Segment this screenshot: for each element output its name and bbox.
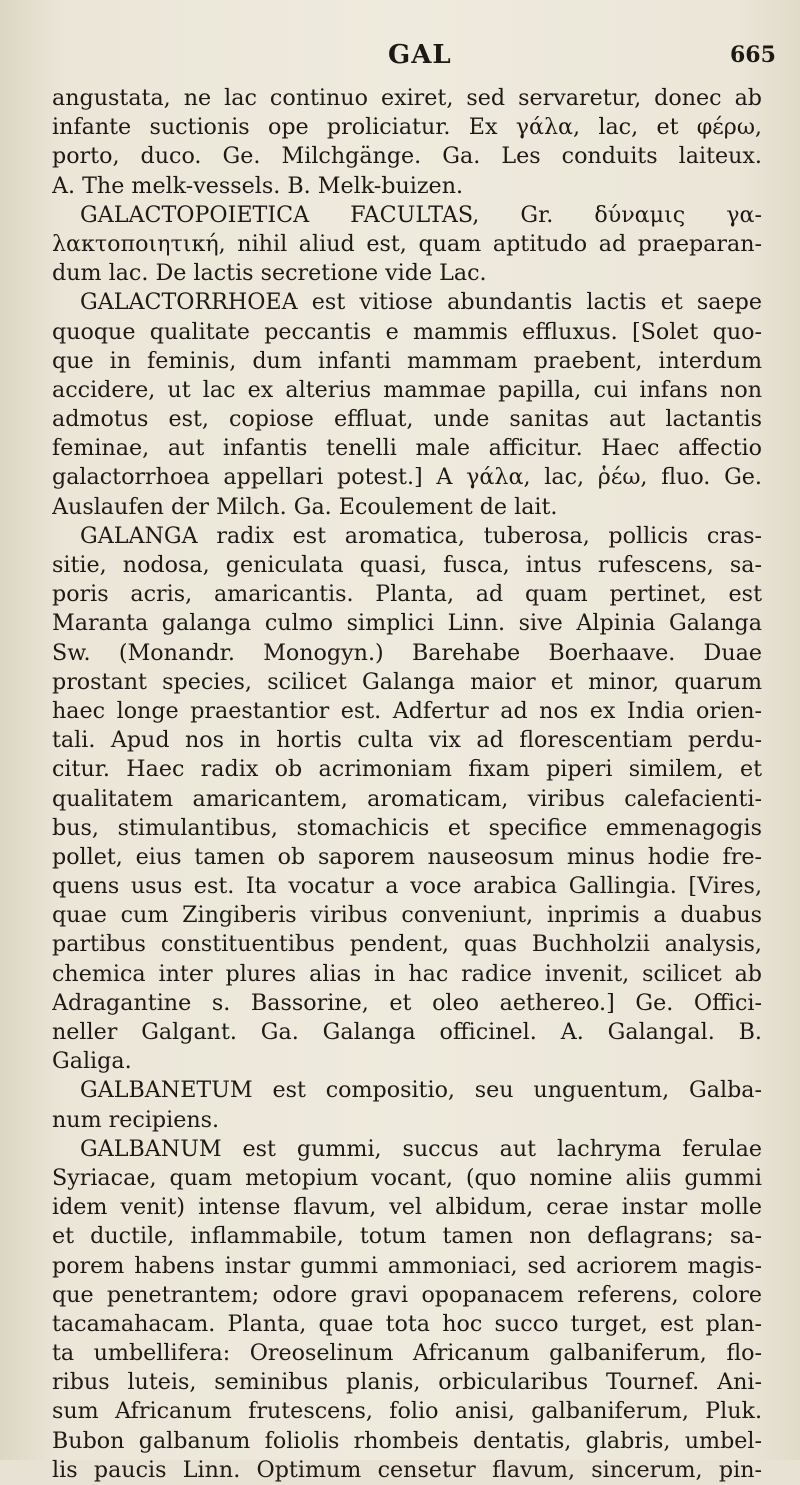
text-line: chemica inter plures alias in hac radice invenit, scilicet ab	[52, 960, 762, 987]
text-line: haec longe praestantior est. Adfertur ad nos ex India orien-	[52, 697, 762, 724]
text-line: angustata, ne lac continuo exiret, sed servaretur, donec ab	[52, 85, 762, 111]
text-line: lis paucis Linn. Optimum censetur flavum, sincerum, pin-	[52, 1456, 762, 1483]
text-line: Galiga.	[52, 1048, 132, 1075]
text-line: feminae, aut infantis tenelli male afficitur. Haec affectio	[52, 435, 762, 462]
body-text	[52, 84, 762, 1485]
text-line: Sw. (Monandr. Monogyn.) Barehabe Boerhaave. Duae	[52, 639, 762, 666]
text-line: quens usus est. Ita vocatur a voce arabica Gallingia. [Vires,	[52, 873, 762, 900]
text-line: quae cum Zingiberis viribus conveniunt, inprimis a duabus	[52, 902, 762, 929]
text-line: bus, stimulantibus, stomachicis et specifice emmenagogis	[52, 814, 762, 841]
running-head: GAL	[388, 40, 452, 70]
text-line: ta umbellifera: Oreoselinum Africanum galbaniferum, flo-	[52, 1340, 762, 1367]
text-line: Adragantine s. Bassorine, et oleo aethereo.] Ge. Offici-	[52, 989, 762, 1016]
text-line: tali. Apud nos in hortis culta vix ad florescentiam perdu-	[52, 727, 762, 754]
text-line: Maranta galanga culmo simplici Linn. sive Alpinia Galanga	[52, 610, 762, 637]
text-line: que in feminis, dum infanti mammam praebent, interdum	[52, 347, 762, 374]
text-line: sitie, nodosa, geniculata quasi, fusca, intus rufescens, sa-	[52, 552, 762, 578]
text-line: idem venit) intense flavum, vel albidum, cerae instar molle	[52, 1194, 762, 1221]
text-line: sum Africanum frutescens, folio anisi, galbaniferum, Pluk.	[52, 1398, 762, 1425]
text-line: quoque qualitate peccantis e mammis effluxus. [Solet quo-	[52, 318, 762, 345]
text-line: galactorrhoea appellari potest.] A γάλα, lac, ῥέω, fluo. Ge.	[52, 464, 762, 491]
text-line: que penetrantem; odore gravi opopanacem referens, colore	[52, 1281, 762, 1308]
page-header	[0, 40, 800, 80]
text-line: qualitatem amaricantem, aromaticam, viribus calefacienti-	[52, 785, 762, 812]
text-line: ribus luteis, seminibus planis, orbicularibus Tournef. Ani-	[52, 1369, 762, 1396]
text-line: prostant species, scilicet Galanga maior et minor, quarum	[52, 668, 762, 695]
text-line: GALANGA radix est aromatica, tuberosa, pollicis cras-	[80, 522, 762, 549]
text-line: GALACTORRHOEA est vitiose abundantis lactis et saepe	[80, 289, 762, 316]
text-line: tacamahacam. Planta, quae tota hoc succo turget, est plan-	[52, 1310, 762, 1337]
text-line: porto, duco. Ge. Milchgänge. Ga. Les conduits laiteux.	[52, 143, 762, 170]
text-line: partibus constituentibus pendent, quas Buchholzii analysis,	[52, 931, 762, 958]
text-line: Auslaufen der Milch. Ga. Ecoulement de lait.	[52, 493, 558, 520]
text-line: admotus est, copiose effluat, unde sanitas aut lactantis	[52, 406, 762, 433]
text-line: porem habens instar gummi ammoniaci, sed acriorem magis-	[52, 1252, 762, 1279]
text-line: GALBANUM est gummi, succus aut lachryma ferulae	[80, 1135, 762, 1162]
text-line: A. The melk-vessels. B. Melk-buizen.	[52, 172, 464, 199]
text-line: poris acris, amaricantis. Planta, ad quam pertinet, est	[52, 581, 762, 608]
text-line: accidere, ut lac ex alterius mammae papilla, cui infans non	[52, 376, 762, 403]
text-line: λακτοποιητική, nihil aliud est, quam aptitudo ad praeparan-	[52, 230, 762, 257]
text-line: et ductile, inflammabile, totum tamen non deflagrans; sa-	[52, 1223, 762, 1250]
text-line: Bubon galbanum foliolis rhombeis dentatis, glabris, umbel-	[52, 1427, 762, 1454]
text-line: infante suctionis ope proliciatur. Ex γάλα, lac, et φέρω,	[52, 114, 762, 141]
text-line: Syriacae, quam metopium vocant, (quo nomine aliis gummi	[52, 1164, 762, 1191]
text-line: GALACTOPOIETICA FACULTAS, Gr. δύναμις γα-	[80, 201, 762, 228]
text-line: dum lac. De lactis secretione vide Lac.	[52, 260, 487, 287]
text-line: pollet, eius tamen ob saporem nauseosum minus hodie fre-	[52, 843, 762, 870]
text-line: num recipiens.	[52, 1106, 220, 1133]
text-line: citur. Haec radix ob acrimoniam fixam piperi similem, et	[52, 756, 762, 783]
page-number: 665	[730, 42, 776, 68]
text-line: GALBANETUM est compositio, seu unguentum, Galba-	[80, 1077, 762, 1104]
text-line: neller Galgant. Ga. Galanga officinel. A. Galangal. B.	[52, 1019, 762, 1045]
